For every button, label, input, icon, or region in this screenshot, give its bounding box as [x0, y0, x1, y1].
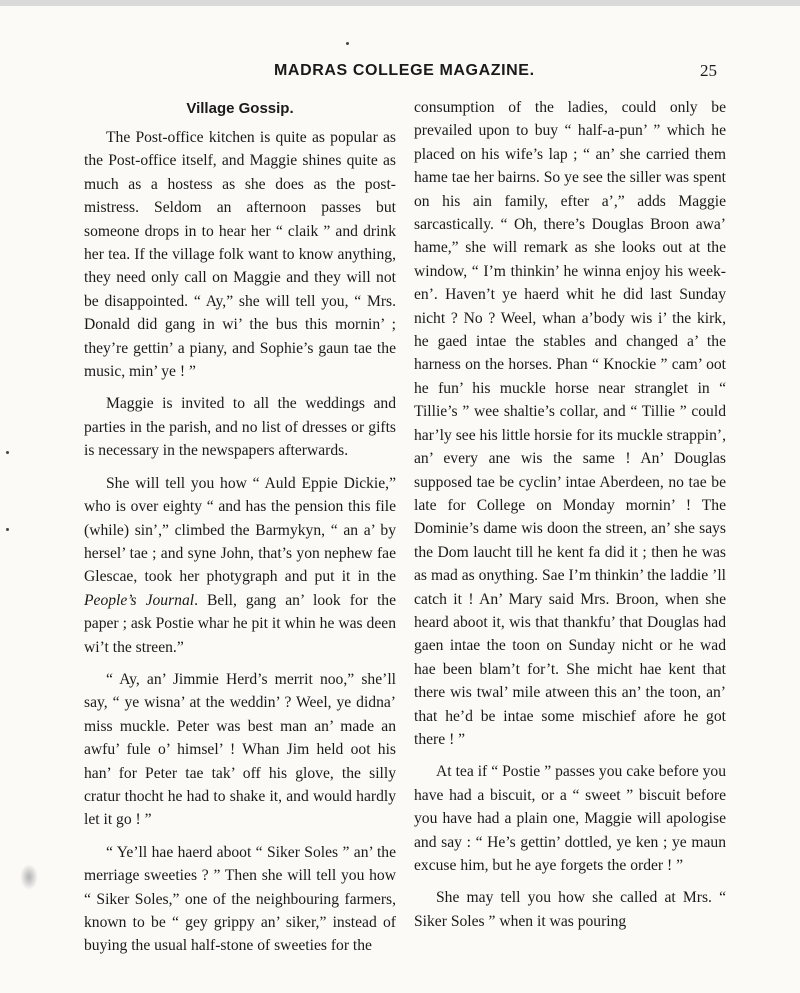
- page-header: [0, 58, 800, 88]
- page-number: 25: [700, 61, 717, 80]
- margin-mark: [346, 42, 349, 45]
- paragraph: She may tell you how she called at Mrs. “ Siker Soles ” when it was pouring: [414, 889, 726, 930]
- paragraph: Maggie is invited to all the weddings and parties in the parish, and no list of dresses or gifts is necessary in the newspapers afterwards.: [84, 395, 396, 460]
- margin-mark: [6, 528, 9, 531]
- right-column: [414, 96, 726, 942]
- paragraph: “ Ye’ll hae haerd aboot “ Siker Soles ” an’ the merriage sweeties ? ” Then she will tell you how “ Siker Soles,” one of the neighbouring farmers, known to be “ gey grippy an’ siker,” instead of buying the usual half-stone of sweeties for the: [84, 843, 396, 955]
- paragraph: At tea if “ Postie ” passes you cake before you have had a biscuit, or a “ sweet ” biscuit before you have had a plain one, Maggie will apologise and say : “ He’s gettin’ dottled, ye ken ; ye maun excuse him, but he aye forgets the order ! ”: [414, 763, 726, 874]
- margin-mark: [6, 451, 9, 454]
- paragraph-text: . Bell, gang an’ look for the paper ; ask Postie whar he pit it whin he was deen wi’t the streen.”: [84, 591, 396, 656]
- journal-name: People’s Journal: [84, 591, 195, 609]
- paragraph: “ Ay, an’ Jimmie Herd’s merrit noo,” she’ll say, “ ye wisna’ at the weddin’ ? Weel, ye didna’ miss muckle. Peter was best man an’ made an awfu’ fule o’ himsel’ ! Whan Jim held oot his han’ for Peter tae tak’ off his glove, the silly cratur thocht he had to shake it, and would hardly let it go ! ”: [84, 670, 396, 829]
- page-smudge: [20, 864, 38, 890]
- paragraph: The Post-office kitchen is quite as popular as the Post-office itself, and Maggie shines quite as much as a hostess as she does as the post-mistress. Seldom an afternoon passes but someone drops in to hear her “ claik ” and drink her tea. If the village folk want to know anything, they need only call on Maggie and they will not be disappointed. “ Ay,” she will tell you, “ Mrs. Donald did gang in wi’ the bus this mornin’ ; they’re gettin’ a piany, and Sophie’s gaun tae the music, min’ ye ! ”: [84, 129, 396, 381]
- paragraph-text: She will tell you how “ Auld Eppie Dickie,” who is over eighty “ and has the pension this file (while) sin’,” climbed the Barmykyn, “ an a’ by hersel’ tae ; and syne John, that’s yon nephew fae Glescae, took her photygraph and put it in the: [84, 474, 396, 586]
- magazine-title: MADRAS COLLEGE MAGAZINE.: [274, 62, 535, 79]
- left-column: [84, 96, 396, 967]
- paragraph: [84, 472, 396, 659]
- paragraph: consumption of the ladies, could only be prevailed upon to buy “ half-a-pun’ ” which he placed on his wife’s lap ; “ an’ she carried them hame tae her bairns. So ye see the siller was spent on his ain family, efter a’,” adds Maggie sarcastically. “ Oh, there’s Douglas Broon awa’ hame,” she will remark as she looks out at the window, “ I’m thinkin’ he winna enjoy his week-en’. Haven’t ye haerd whit he did last Sunday nicht ? No ? Weel, whan a’body wis i’ the kirk, he gaed intae the stables and changed a’ the harness on the horses. Phan “ Knockie ” cam’ oot he fun’ his muckle horse near stranglet in “ Tillie’s ” wee shaltie’s collar, and “ Tillie ” could har’ly see his little horsie for its muckle strappin’, an’ every ane wis the same ! An’ Douglas supposed tae be cyclin’ intae Aberdeen, no tae be late for College on Monday mornin’ ! The Dominie’s dame wis doon the streen, an’ she says the Dom laucht till he kent fa did it ; then he was as mad as onything. Sae I’m thinkin’ the laddie ’ll catch it ! An’ Mary said Mrs. Broon, when she heard aboot it, wis that thankfu’ that Douglas had gaen intae the toon on Sunday nicht or he wad hae been blam’t for’t. She micht hae kent that there wis twal’ mile atween this an’ the toon, an’ that he’d be intae some mischief afore he got there ! ”: [414, 99, 726, 748]
- article-title: Village Gossip.: [186, 100, 294, 117]
